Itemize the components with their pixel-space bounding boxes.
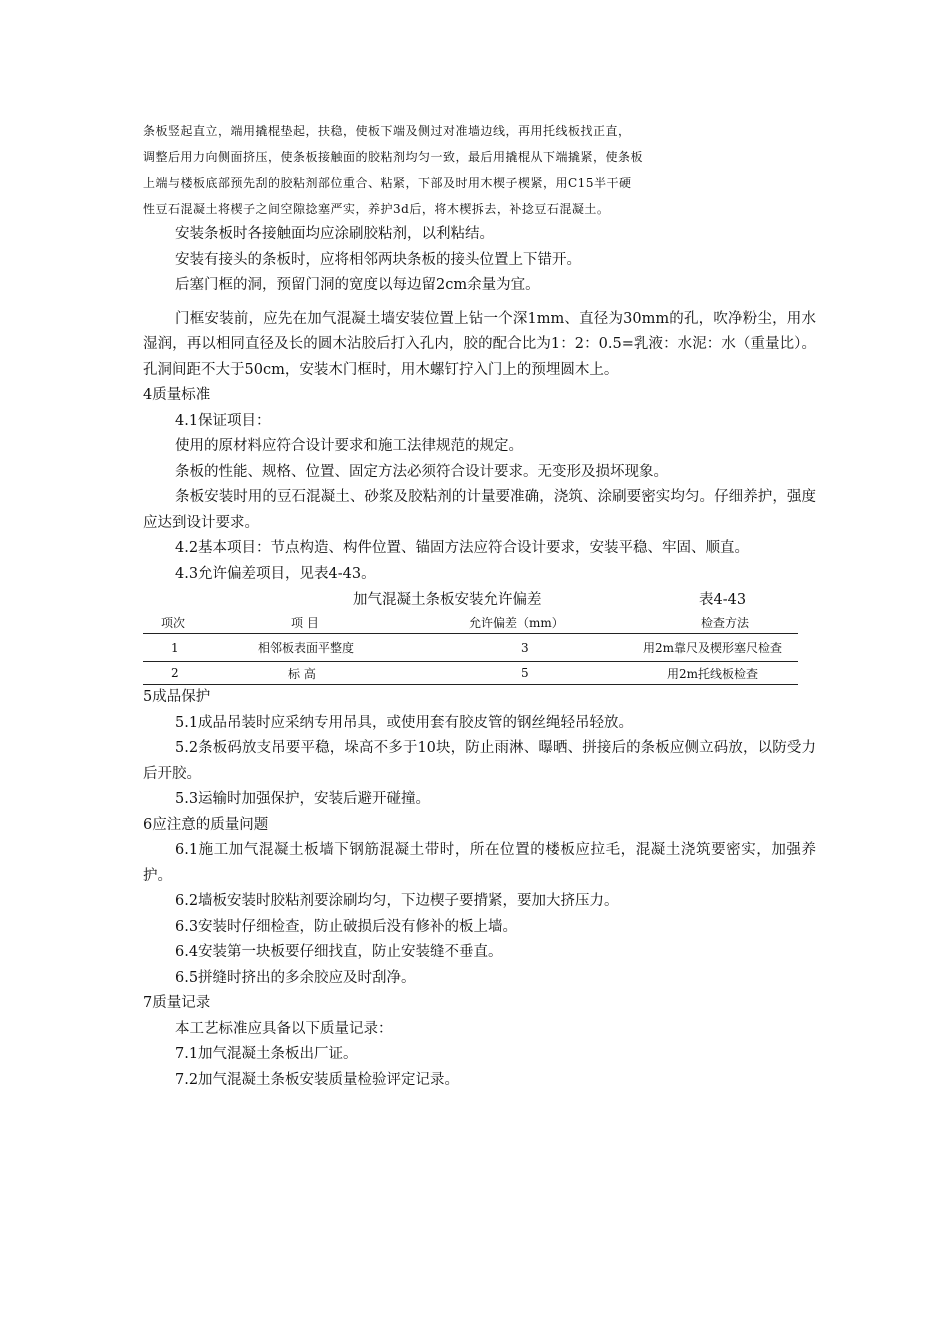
paragraph: 6.5拼缝时挤出的多余胶应及时刮净。 (175, 969, 416, 986)
table-cell: 相邻板表面平整度 (221, 634, 421, 662)
table-header-row (143, 611, 798, 634)
paragraph: 5.2条板码放支吊要平稳，垛高不多于10块，防止雨淋、曝晒、拼接后的条板应侧立码放，以防受力后开胶。 (143, 740, 816, 782)
paragraph: 门框安装前，应先在加气混凝土墙安装位置上钻一个深1mm、直径为30mm的孔，吹净粉尘，用水湿润，再以相同直径及长的圆木沾胶后打入孔内，胶的配合比为1：2：0.5=乳液：水泥：水（重量比）。孔洞间距不大于50cm，安装木门框时，用木螺钉拧入门上的预埋圆木上。 (143, 310, 816, 378)
paragraph: 4.2基本项目：节点构造、构件位置、锚固方法应符合设计要求，安装平稳、牢固、顺直。 (175, 540, 750, 556)
table-title: 加气混凝土条板安装允许偏差 (353, 592, 542, 608)
paragraph: 5.3运输时加强保护，安装后避开碰撞。 (175, 791, 431, 807)
header-cell: 允许偏差（mm） (469, 615, 564, 630)
paragraph: 6.3安装时仔细检查，防止破损后没有修补的板上墙。 (175, 918, 518, 935)
table-cell: 用2m托线板检查 (611, 662, 798, 685)
table-cell: 3 (421, 634, 611, 662)
paragraph: 7.2加气混凝土条板安装质量检验评定记录。 (175, 1071, 460, 1088)
paragraph: 7.1加气混凝土条板出厂证。 (175, 1046, 358, 1062)
paragraph: 安装有接头的条板时，应将相邻两块条板的接头位置上下错开。 (175, 251, 581, 268)
paragraph: 使用的原材料应符合设计要求和施工法律规范的规定。 (175, 438, 523, 454)
table-cell: 2 (143, 662, 221, 685)
paragraph: 6.1施工加气混凝土板墙下钢筋混凝土带时，所在位置的楼板应拉毛，混凝土浇筑要密实，加强养护。 (143, 842, 816, 884)
paragraph: 6.2墙板安装时胶粘剂要涂刷均匀，下边楔子要揹紧，要加大挤压力。 (175, 893, 619, 909)
text-line: 条板竖起直立，端用撬棍垫起，扶稳，使板下端及侧过对准墙边线，再用托线板找正直， (143, 124, 631, 138)
paragraph: 6.4安装第一块板要仔细找直，防止安装缝不垂直。 (175, 944, 503, 960)
text-line: 调整后用力向侧面挤压，使条板接触面的胶粘剂均匀一致，最后用撬棍从下端撬紧，使条板 (143, 150, 644, 164)
header-cell: 检查方法 (701, 615, 750, 630)
table-caption (143, 589, 816, 611)
section-heading: 6应注意的质量问题 (143, 816, 269, 833)
text-line: 性豆石混凝土将楔子之间空隙捻塞严实，养护3d后，将木楔拆去，补捻豆石混凝土。 (143, 202, 610, 216)
paragraph: 安装条板时各接触面均应涂刷胶粘剂，以利粘结。 (175, 226, 494, 242)
header-cell: 项次 (161, 615, 186, 630)
intro-paragraph (143, 118, 816, 222)
table-cell: 1 (143, 634, 221, 662)
tolerance-table (143, 611, 798, 685)
paragraph: 条板的性能、规格、位置、固定方法必须符合设计要求。无变形及损坏现象。 (175, 463, 668, 480)
paragraph: 后塞门框的洞，预留门洞的宽度以每边留2cm余量为宜。 (175, 277, 540, 293)
header-cell: 项 目 (291, 615, 319, 630)
paragraph: 条板安装时用的豆石混凝土、砂浆及胶粘剂的计量要准确，浇筑、涂刷要密实均匀。仔细养护，强度应达到设计要求。 (143, 489, 816, 531)
subsection-heading: 4.1保证项目： (175, 412, 271, 429)
paragraph: 5.1成品吊装时应采纳专用吊具，或使用套有胶皮管的钢丝绳轻吊轻放。 (175, 714, 634, 731)
table-row (143, 662, 798, 685)
document-page (143, 118, 816, 1093)
paragraph: 本工艺标准应具备以下质量记录： (175, 1020, 393, 1037)
table-cell: 5 (421, 662, 611, 685)
table-cell: 用2m靠尺及楔形塞尺检查 (611, 634, 798, 662)
table-number: 表4-43 (699, 592, 747, 608)
text-line: 上端与楼板底部预先刮的胶粘剂部位重合、粘紧，下部及时用木楔子楔紧，用C15半干硬 (143, 176, 632, 190)
section-heading: 7质量记录 (143, 995, 211, 1011)
section-heading: 4质量标准 (143, 387, 211, 403)
table-row (143, 634, 798, 662)
paragraph: 4.3允许偏差项目，见表4-43。 (175, 565, 376, 582)
table-cell: 标 高 (221, 662, 421, 685)
section-heading: 5成品保护 (143, 689, 211, 705)
